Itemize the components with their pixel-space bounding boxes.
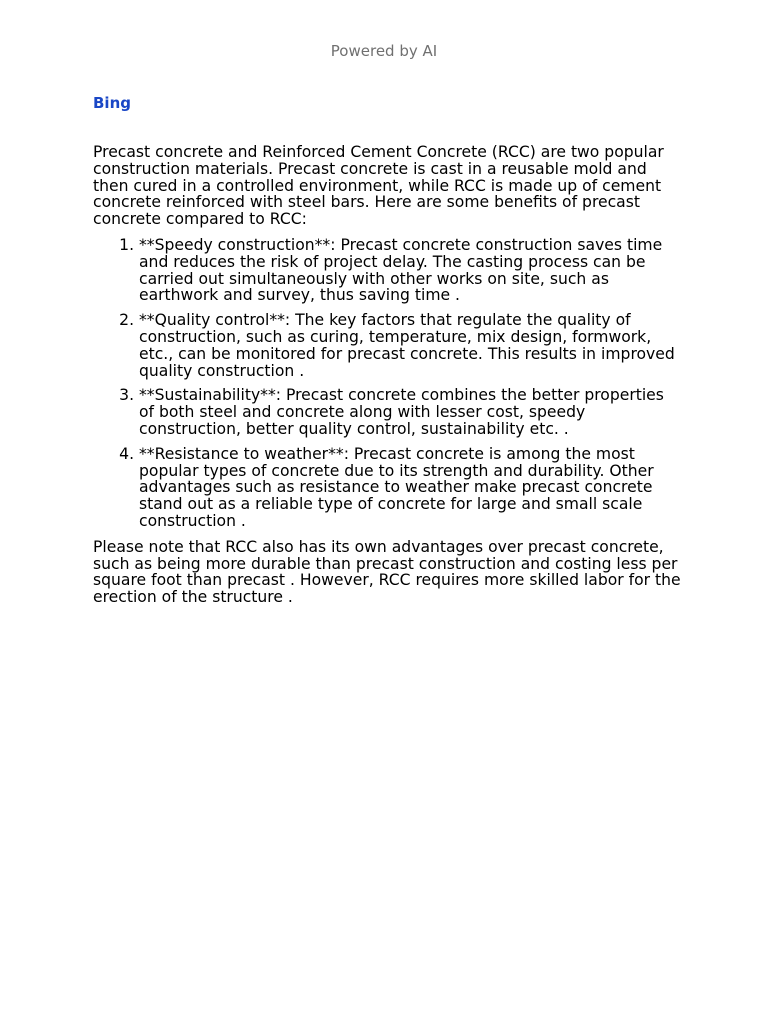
list-item: 4. **Resistance to weather**: Precast concrete is among the most popular types of concrete due to its strength and durability. Other advantages such as resistance to weather make precast concrete stand out as a reliable type of concrete for large and small scale construction .	[139, 446, 683, 530]
benefits-list	[93, 237, 683, 530]
source-label: Bing	[93, 94, 131, 112]
powered-by-label: Powered by AI	[330, 42, 438, 60]
answer-content	[93, 144, 683, 606]
list-item: 3. **Sustainability**: Precast concrete combines the better properties of both steel and concrete along with lesser cost, speedy construction, better quality control, sustainability etc. .	[139, 387, 683, 437]
list-item: 1. **Speedy construction**: Precast concrete construction saves time and reduces the risk of project delay. The casting process can be carried out simultaneously with other works on site, such as earthwork and survey, thus saving time .	[139, 237, 683, 304]
answer-intro: Precast concrete and Reinforced Cement Concrete (RCC) are two popular construction materials. Precast concrete is cast in a reusable mold and then cured in a controlled environment, while RCC is made up of cement concrete reinforced with steel bars. Here are some benefits of precast concrete compared to RCC:	[93, 143, 664, 229]
answer-closing: Please note that RCC also has its own advantages over precast concrete, such as being more durable than precast construction and costing less per square foot than precast . However, RCC requires more skilled labor for the erection of the structure .	[93, 537, 681, 607]
list-item: 2. **Quality control**: The key factors that regulate the quality of construction, such as curing, temperature, mix design, formwork, etc., can be monitored for precast concrete. This results in improved quality construction .	[139, 312, 683, 379]
